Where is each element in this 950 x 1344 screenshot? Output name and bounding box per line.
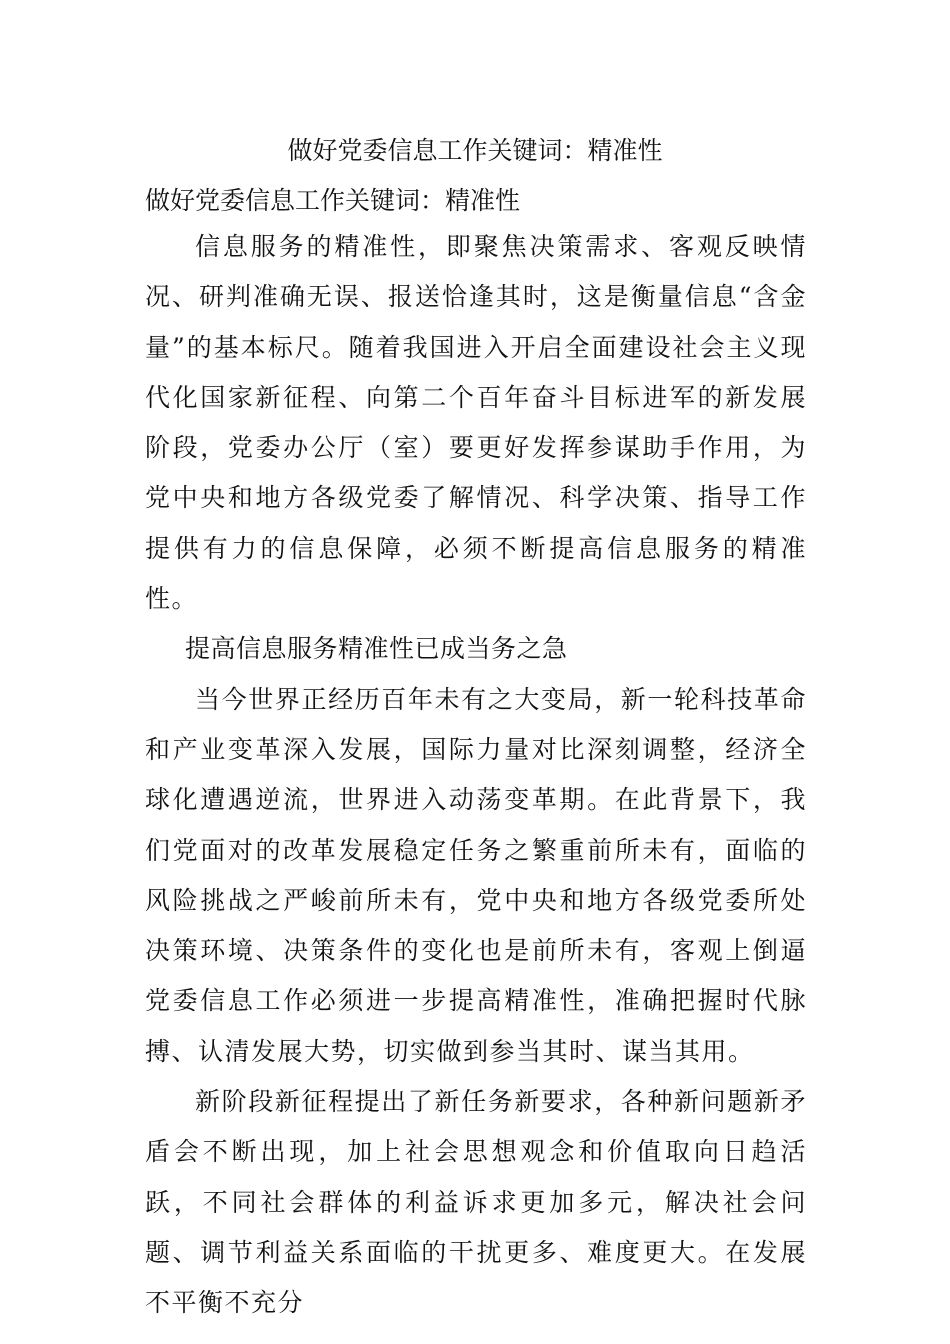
document-subtitle: 做好党委信息工作关键词：精准性 xyxy=(145,186,521,215)
document-title: 做好党委信息工作关键词：精准性 xyxy=(287,136,663,165)
section-heading: 提高信息服务精准性已成当务之急 xyxy=(185,634,568,664)
paragraph-intro: 信息服务的精准性，即聚焦决策需求、客观反映情况、研判准确无误、报送恰逢其时，这是衡量信息“含金量”的基本标尺。随着我国进入开启全面建设社会主义现代化国家新征程、向第二个百年奋斗目标进军的新发展阶段，党委办公厅（室）要更好发挥参谋助手作用，为党中央和地方各级党委了解情况、科学决策、指导工作提供有力的信息保障，必须不断提高信息服务的精准性。 xyxy=(145,232,807,614)
document-body xyxy=(145,222,807,1329)
paragraph-context: 当今世界正经历百年未有之大变局，新一轮科技革命和产业变革深入发展，国际力量对比深刻调整，经济全球化遭遇逆流，世界进入动荡变革期。在此背景下，我们党面对的改革发展稳定任务之繁重前所未有，面临的风险挑战之严峻前所未有，党中央和地方各级党委所处决策环境、决策条件的变化也是前所未有，客观上倒逼党委信息工作必须进一步提高精准性，准确把握时代脉搏、认清发展大势，切实做到参当其时、谋当其用。 xyxy=(145,684,807,1066)
paragraph-new-stage: 新阶段新征程提出了新任务新要求，各种新问题新矛盾会不断出现，加上社会思想观念和价值取向日趋活跃，不同社会群体的利益诉求更加多元，解决社会问题、调节利益关系面临的干扰更多、难度更大。在发展不平衡不充分 xyxy=(145,1087,807,1318)
